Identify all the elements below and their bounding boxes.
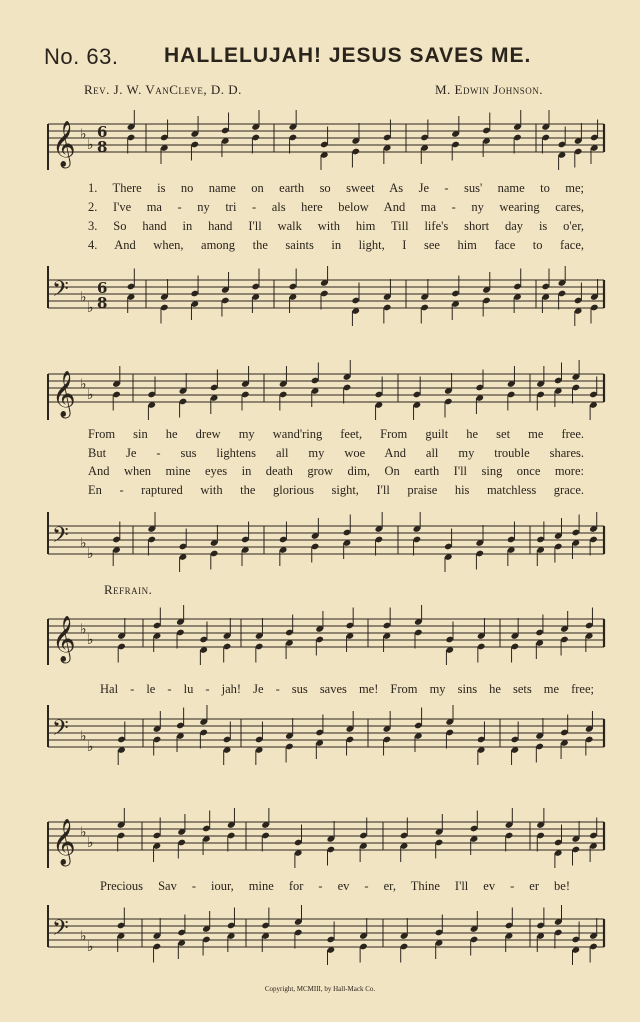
flat-icon: ♭ xyxy=(80,535,87,552)
treble-staff-system-4 xyxy=(0,808,640,868)
flat-icon: ♭ xyxy=(87,739,94,755)
flat-icon: ♭ xyxy=(87,137,94,153)
composer-credit: M. Edwin Johnson. xyxy=(435,82,544,97)
treble-clef-icon: 𝄞 xyxy=(52,121,76,167)
refrain-label: Refrain. xyxy=(104,582,153,597)
hymn-title: HALLELUJAH! JESUS SAVES ME. xyxy=(164,44,532,67)
bass-staff-system-3 xyxy=(0,705,640,765)
bass-clef-icon: 𝄢 xyxy=(52,277,69,307)
treble-clef-icon: 𝄞 xyxy=(52,371,76,417)
flat-icon: ♭ xyxy=(80,928,87,945)
treble-staff-system-1 xyxy=(0,110,640,170)
time-signature-denominator: 8 xyxy=(97,138,108,156)
verse-line-2-2: But Je - sus lightens all my woe And all my trouble shares. xyxy=(88,446,584,460)
bass-clef-icon: 𝄢 xyxy=(52,523,69,553)
verse-line-1-3: 3. So hand in hand I'll walk with him Till life's short day is o'er, xyxy=(88,219,584,233)
lyricist-credit: Rev. J. W. VanCleve, D. D. xyxy=(84,82,242,97)
time-signature-denominator: 8 xyxy=(97,294,108,312)
verse-line-2-4: En - raptured with the glorious sight, I'll praise his matchless grace. xyxy=(88,483,584,497)
verse-line-2-3: And when mine eyes in death grow dim, On earth I'll sing once more: xyxy=(88,464,584,478)
bass-staff-system-4 xyxy=(0,905,640,965)
flat-icon: ♭ xyxy=(80,376,87,393)
bass-clef-icon: 𝄢 xyxy=(52,716,69,746)
flat-icon: ♭ xyxy=(87,835,94,851)
flat-icon: ♭ xyxy=(80,621,87,638)
refrain-line-1: Hal - le - lu - jah! Je - sus saves me! From my sins he sets me free; xyxy=(100,682,594,696)
refrain-line-2: Precious Sav - iour, mine for - ev - er, Thine I'll ev - er be! xyxy=(100,879,570,893)
bass-clef-icon: 𝄢 xyxy=(52,916,69,946)
flat-icon: ♭ xyxy=(87,939,94,955)
flat-icon: ♭ xyxy=(80,728,87,745)
treble-staff-system-2 xyxy=(0,360,640,420)
flat-icon: ♭ xyxy=(87,632,94,648)
time-signature-numerator: 6 xyxy=(97,279,108,297)
time-signature-numerator: 6 xyxy=(97,123,108,141)
flat-icon: ♭ xyxy=(87,300,94,316)
treble-staff-system-3 xyxy=(0,605,640,665)
flat-icon: ♭ xyxy=(80,824,87,841)
flat-icon: ♭ xyxy=(87,387,94,403)
verse-line-1-4: 4. And when, among the saints in light, I see him face to face, xyxy=(88,238,584,252)
verse-line-2-1: From sin he drew my wand'ring feet, From guilt he set me free. xyxy=(88,427,584,441)
treble-clef-icon: 𝄞 xyxy=(52,819,76,865)
flat-icon: ♭ xyxy=(87,546,94,562)
copyright-notice: Copyright, MCMIII, by Hall-Mack Co. xyxy=(264,985,376,993)
verse-line-1-2: 2. I've ma - ny tri - als here below And ma - ny wearing cares, xyxy=(88,200,584,214)
bass-staff-system-1 xyxy=(0,266,640,326)
bass-staff-system-2 xyxy=(0,512,640,572)
hymn-number: No. 63. xyxy=(44,44,119,69)
verse-line-1-1: 1. There is no name on earth so sweet As Je - sus' name to me; xyxy=(88,181,584,195)
flat-icon: ♭ xyxy=(80,126,87,143)
treble-clef-icon: 𝄞 xyxy=(52,616,76,662)
flat-icon: ♭ xyxy=(80,289,87,306)
